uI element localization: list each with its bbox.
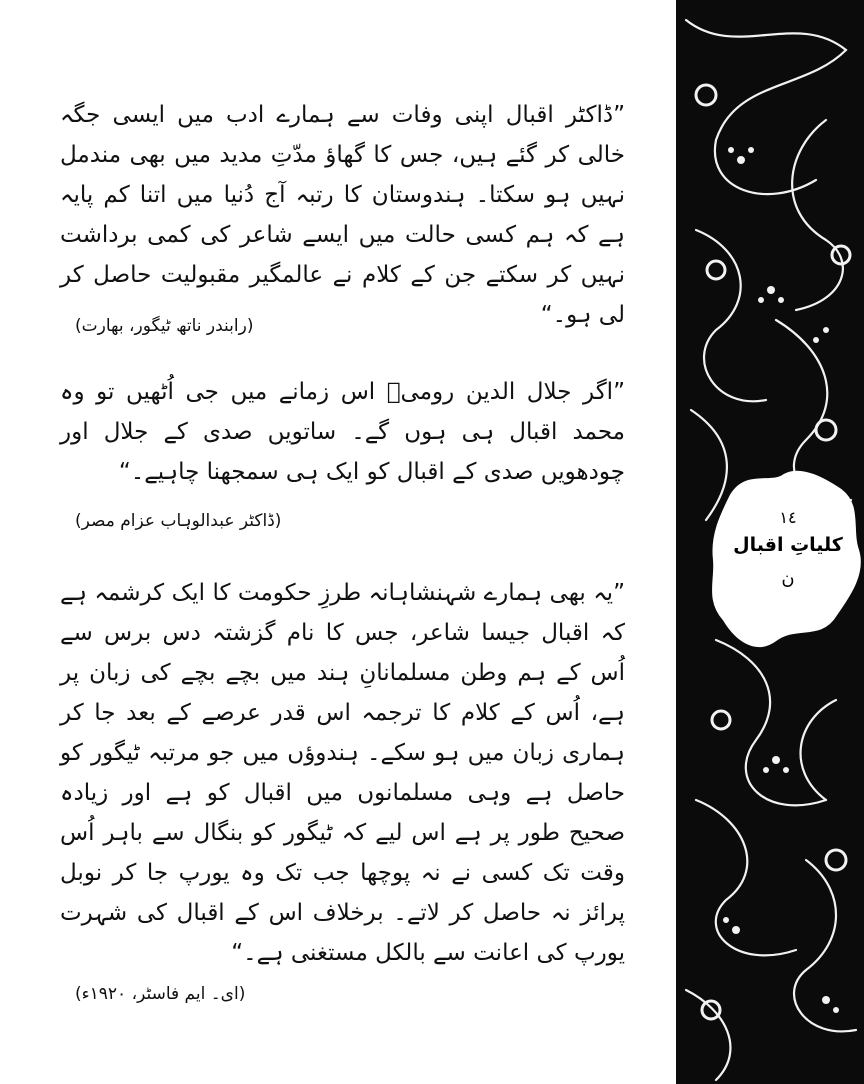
attribution-azzam: (ڈاکٹر عبدالوہاب عزام مصر): [75, 511, 282, 531]
emblem-book-title: کلیاتِ اقبال: [733, 534, 843, 556]
attribution-tagore: (رابندر ناتھ ٹیگور، بھارت): [75, 316, 254, 336]
emblem-cartouche: [713, 472, 860, 646]
quote-azzam: ”اگر جلال الدین رومیؒ اس زمانے میں جی اُٹھیں تو وہ محمد اقبال ہی ہوں گے۔ ساتویں صدی کے جلال اور چودھویں صدی کے اقبال کو ایک ہی سمجھنا چاہیے۔“: [60, 379, 625, 485]
ornamental-border: [676, 0, 864, 1084]
quote-forster: ”یہ بھی ہمارے شہنشاہانہ طرزِ حکومت کا ایک کرشمہ ہے کہ اقبال جیسا شاعر، جس کا نام گزشتہ دس برس سے اُس کے ہم وطن مسلمانانِ ہند میں بچے بچے کی زبان پر ہے، اُس کے کلام کا ترجمہ اس قدر عرصے کے بعد جا کر ہماری زبان میں ہو سکے۔ ہندوؤں میں جو مرتبہ ٹیگور کو حاصل ہے وہی مسلمانوں میں اقبال کو ہے اور زیادہ صحیح طور پر ہے اس لیے کہ ٹیگور کو بنگال سے باہر اُس وقت تک کسی نے نہ پوچھا جب تک وہ یورپ جا کر نوبل پرائز نہ حاصل کر لاتے۔ برخلاف اس کے اقبال کی شہرت یورپ کی اعانت سے بالکل مستغنی ہے۔“: [60, 580, 625, 966]
emblem-sub-mark: ن: [781, 568, 795, 589]
emblem-page-number: ١٤: [779, 508, 797, 527]
attribution-forster: (ای۔ ایم فاسٹر، ۱۹۲۰ء): [75, 984, 246, 1004]
quote-tagore: ”ڈاکٹر اقبال اپنی وفات سے ہمارے ادب میں ایسی جگہ خالی کر گئے ہیں، جس کا گھاؤ مدّتِ مدید میں بھی مندمل نہیں ہو سکتا۔ ہندوستان کا رتبہ آج دُنیا میں اتنا کم پایہ ہے کہ ہم کسی حالت میں ایسے شاعر کی کمی برداشت نہیں کر سکتے جن کے کلام نے عالمگیر مقبولیت حاصل کر لی ہو۔“: [60, 102, 625, 328]
